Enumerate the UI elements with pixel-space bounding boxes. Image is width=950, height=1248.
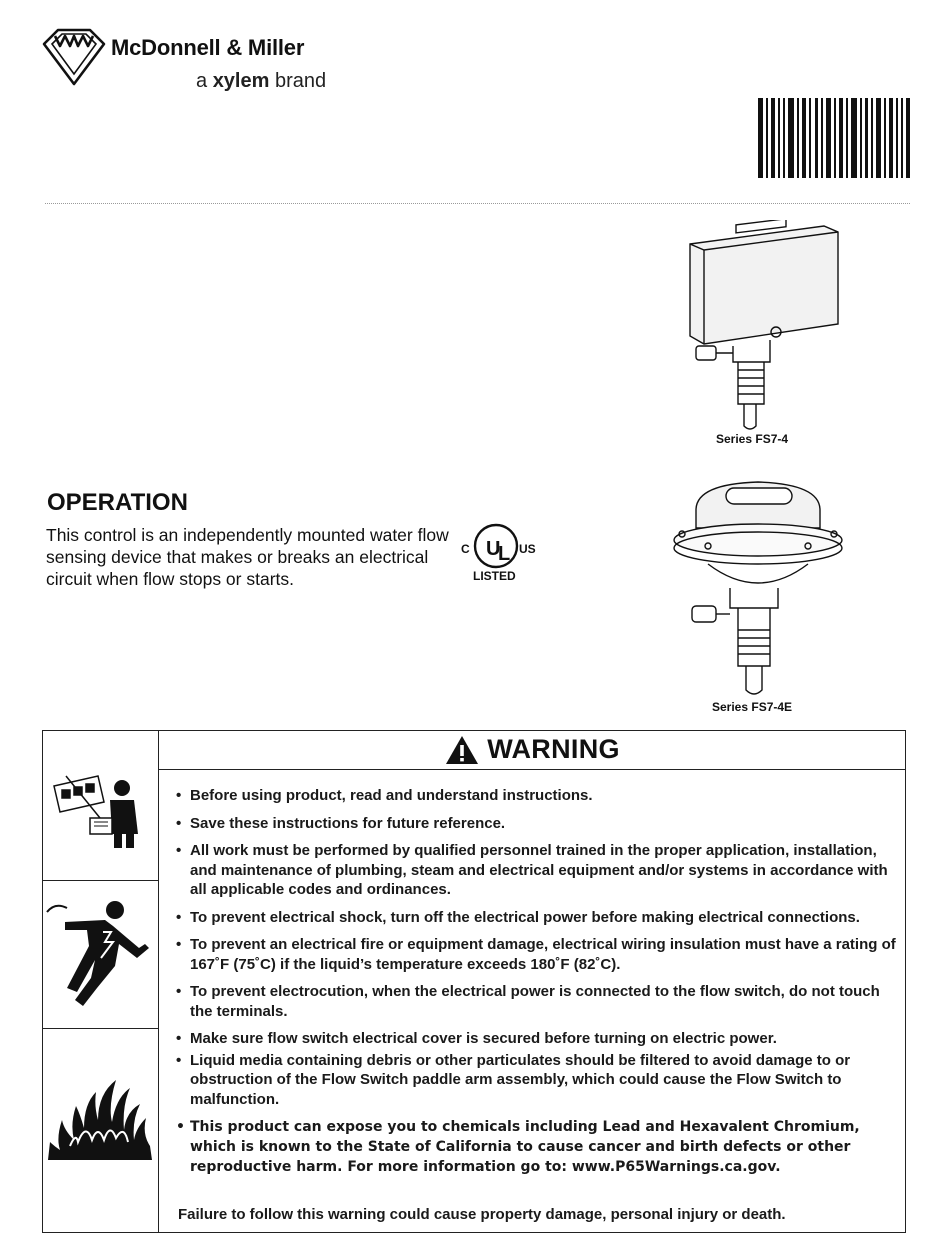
warning-footer: Failure to follow this warning could cause property damage, personal injury or death. bbox=[178, 1206, 786, 1223]
product-image-fs7-4e bbox=[668, 470, 848, 698]
electric-shock-icon bbox=[45, 896, 155, 1008]
divider bbox=[45, 203, 910, 204]
warning-item: • To prevent electrocution, when the electrical power is connected to the flow switch, do not touch the terminals. bbox=[176, 983, 880, 1020]
warning-item: • Make sure flow switch electrical cover is secured before turning on electric power. bbox=[176, 1030, 777, 1047]
svg-text:U: U bbox=[486, 538, 501, 560]
barcode bbox=[758, 98, 910, 178]
brand-name: McDonnell & Miller bbox=[111, 35, 305, 60]
section-title: OPERATION bbox=[47, 489, 188, 516]
warning-item: • Before using product, read and understand instructions. bbox=[176, 787, 593, 804]
warning-item: • All work must be performed by qualified personnel trained in the proper application, installation, and maintenance of plumbing, steam and electrical equipment and/or systems in accordance with all applicable codes and ordinances. bbox=[176, 842, 888, 898]
warning-item: • Save these instructions for future reference. bbox=[176, 814, 506, 832]
warning-triangle-icon bbox=[445, 735, 479, 765]
product-caption: Series FS7-4 bbox=[716, 432, 789, 446]
product-image-fs7-4 bbox=[678, 220, 848, 432]
brand-subtitle: a xylem brand bbox=[196, 70, 327, 92]
warning-title: WARNING bbox=[487, 734, 620, 764]
product-caption: Series FS7-4E bbox=[712, 700, 793, 714]
divider bbox=[42, 880, 159, 881]
warning-list bbox=[176, 786, 898, 1185]
cert-us: US bbox=[519, 542, 536, 556]
warning-header bbox=[159, 730, 906, 770]
cert-listed: LISTED bbox=[473, 569, 516, 583]
divider bbox=[42, 1028, 159, 1029]
warning-item: • To prevent electrical shock, turn off the electrical power before making electrical connections. bbox=[176, 908, 860, 926]
svg-text:L: L bbox=[498, 543, 511, 565]
warning-item-prop65: • This product can expose you to chemicals including Lead and Hexavalent Chromium, which is known to the State of California to cause cancer and birth defects or other reproductive harm. For more information go to: www.P65Warnings.ca.gov. bbox=[176, 1119, 860, 1175]
mcdonnell-miller-logo bbox=[42, 26, 106, 86]
ul-listed-mark bbox=[460, 518, 540, 584]
read-instructions-icon bbox=[52, 772, 152, 850]
cert-c: C bbox=[461, 542, 470, 556]
warning-item: • Liquid media containing debris or other particulates should be filtered to avoid damage to or obstruction of the Flow Switch paddle arm assembly, which could cause the Flow Switch to malfunction. bbox=[176, 1051, 851, 1108]
section-body: This control is an independently mounted water flow sensing device that makes or breaks an electrical circuit when flow stops or starts. bbox=[46, 525, 449, 589]
fire-hazard-icon bbox=[46, 1076, 154, 1162]
warning-item: • To prevent an electrical fire or equipment damage, electrical wiring insulation must have a rating of 167˚F (75˚C) if the liquid’s temperature exceeds 180˚F (82˚C). bbox=[176, 936, 896, 973]
